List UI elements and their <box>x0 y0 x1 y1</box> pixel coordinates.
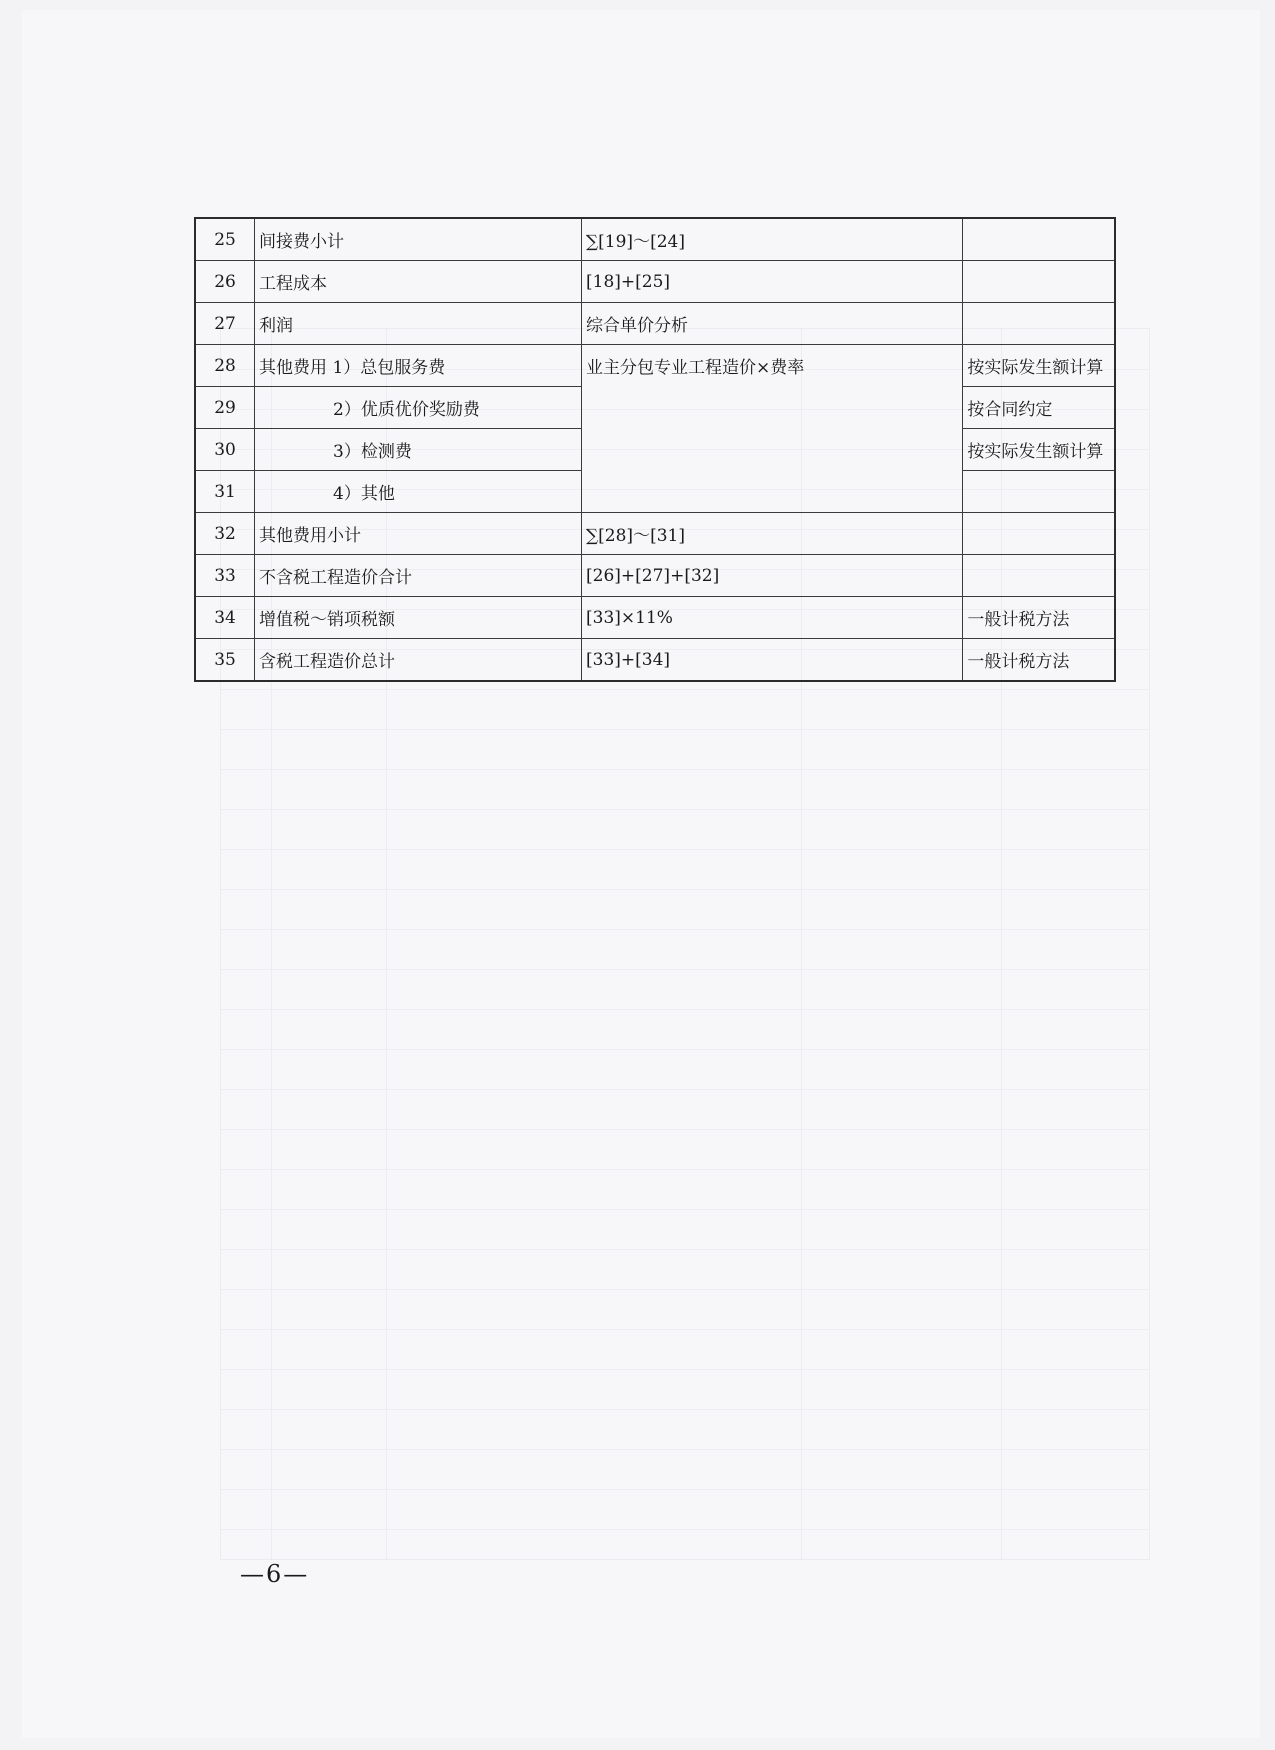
table-row <box>195 639 1115 682</box>
row-formula: [33]×11% <box>582 597 963 639</box>
table-row <box>195 555 1115 597</box>
row-note: 按实际发生额计算 <box>963 345 1115 387</box>
row-note: 一般计税方法 <box>963 597 1115 639</box>
row-number: 33 <box>195 555 255 597</box>
row-item-name: 增值税～销项税额 <box>255 597 582 639</box>
row-formula <box>582 429 963 471</box>
row-note <box>963 218 1115 261</box>
row-item-name: 2）优质优价奖励费 <box>255 387 582 429</box>
table-row <box>195 597 1115 639</box>
row-number: 34 <box>195 597 255 639</box>
table-row <box>195 471 1115 513</box>
row-item-name: 其他费用 1）总包服务费 <box>255 345 582 387</box>
row-note: 一般计税方法 <box>963 639 1115 682</box>
row-number: 26 <box>195 261 255 303</box>
row-formula: 综合单价分析 <box>582 303 963 345</box>
row-formula <box>582 387 963 429</box>
row-item-name: 其他费用小计 <box>255 513 582 555</box>
row-formula: ∑[28]～[31] <box>582 513 963 555</box>
row-number: 25 <box>195 218 255 261</box>
row-formula: ∑[19]～[24] <box>582 218 963 261</box>
row-note: 按合同约定 <box>963 387 1115 429</box>
row-item-name: 间接费小计 <box>255 218 582 261</box>
row-number: 27 <box>195 303 255 345</box>
row-number: 35 <box>195 639 255 682</box>
row-number: 28 <box>195 345 255 387</box>
row-note <box>963 303 1115 345</box>
row-formula: [18]+[25] <box>582 261 963 303</box>
row-number: 31 <box>195 471 255 513</box>
table-row <box>195 345 1115 387</box>
table-row <box>195 218 1115 261</box>
row-item-name: 3）检测费 <box>255 429 582 471</box>
table-row <box>195 387 1115 429</box>
table-row <box>195 261 1115 303</box>
row-note <box>963 513 1115 555</box>
row-formula: [26]+[27]+[32] <box>582 555 963 597</box>
row-item-name: 含税工程造价总计 <box>255 639 582 682</box>
row-note <box>963 471 1115 513</box>
row-note <box>963 261 1115 303</box>
row-number: 29 <box>195 387 255 429</box>
row-item-name: 4）其他 <box>255 471 582 513</box>
table-row <box>195 303 1115 345</box>
row-note: 按实际发生额计算 <box>963 429 1115 471</box>
row-formula: [33]+[34] <box>582 639 963 682</box>
table-row <box>195 513 1115 555</box>
row-number: 30 <box>195 429 255 471</box>
table-row <box>195 429 1115 471</box>
row-formula: 业主分包专业工程造价×费率 <box>582 345 963 387</box>
row-note <box>963 555 1115 597</box>
cost-table <box>194 217 1116 682</box>
page-number: —6— <box>240 1560 310 1588</box>
row-number: 32 <box>195 513 255 555</box>
row-item-name: 不含税工程造价合计 <box>255 555 582 597</box>
row-item-name: 利润 <box>255 303 582 345</box>
row-item-name: 工程成本 <box>255 261 582 303</box>
row-formula <box>582 471 963 513</box>
